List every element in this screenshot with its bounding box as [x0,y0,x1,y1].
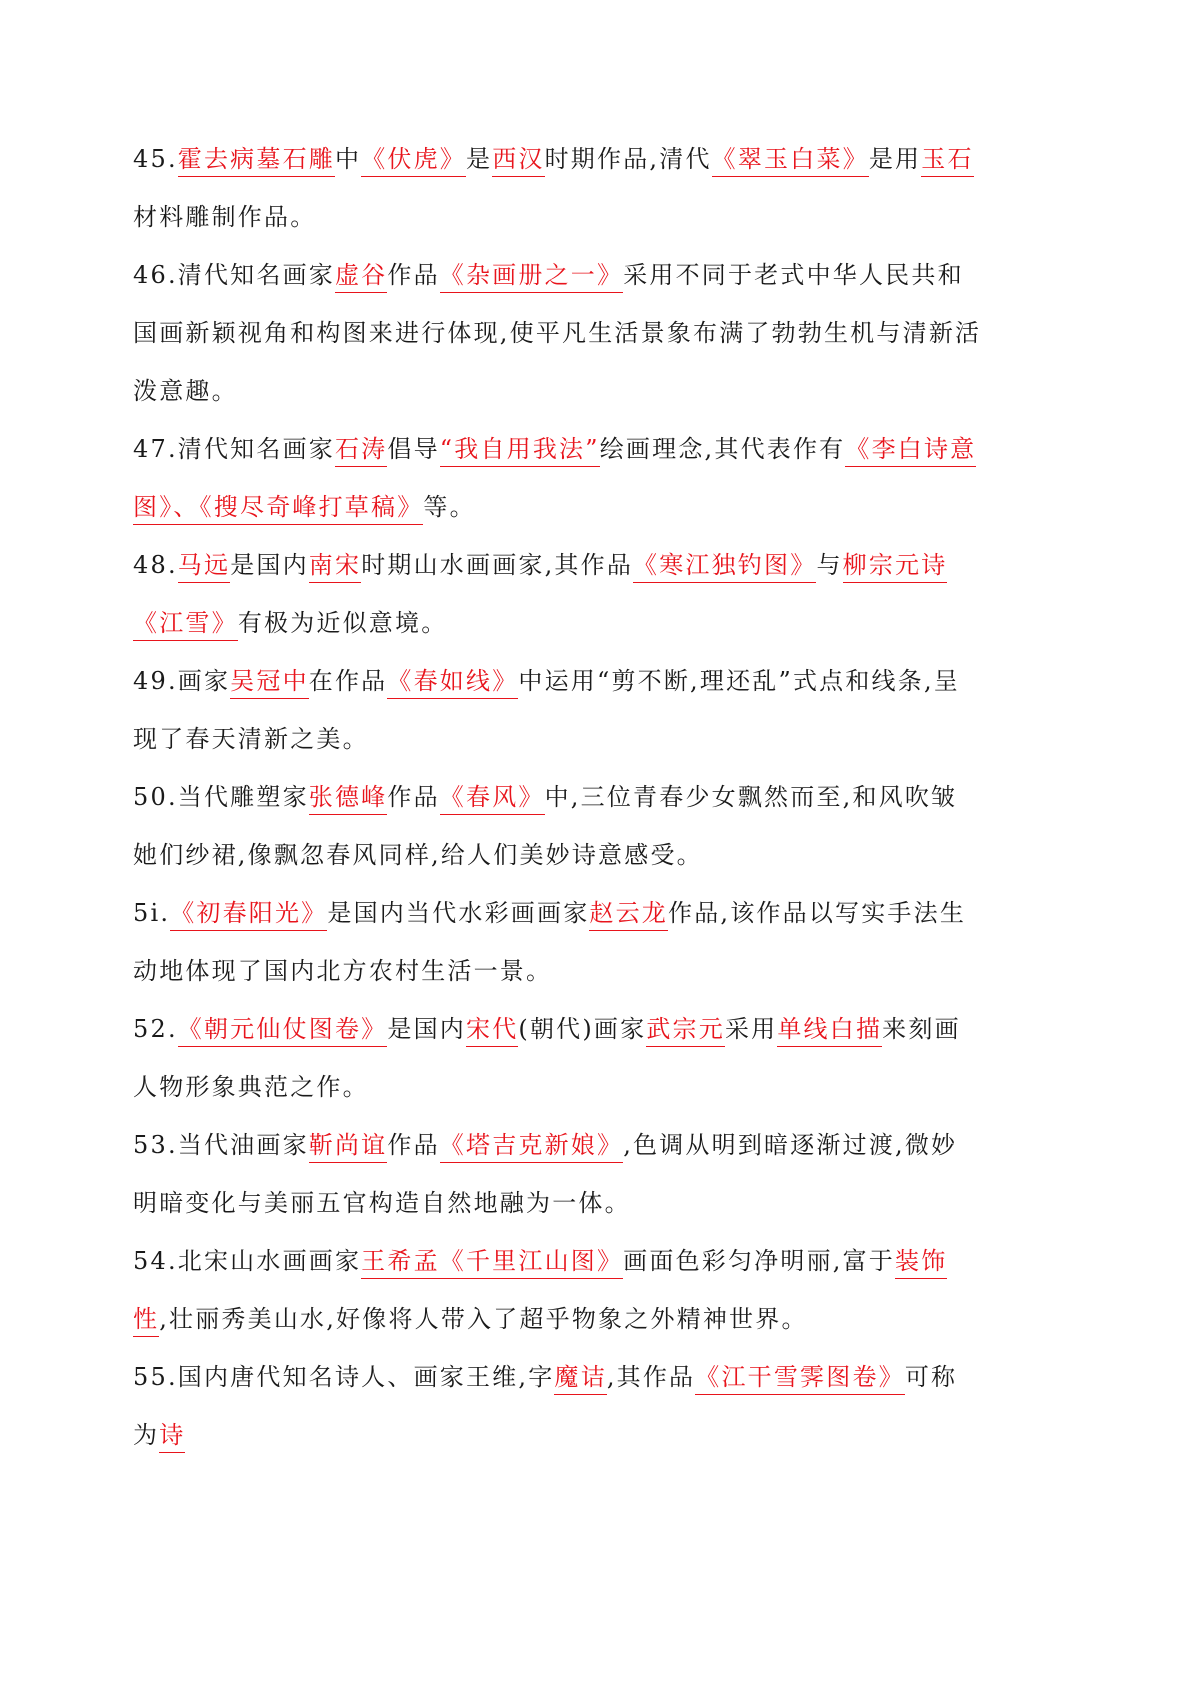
answer-fill: 虚谷 [335,261,387,293]
question-text: 中运用“剪不断,理还乱”式点和线条,呈现了春天清新之美。 [133,667,960,753]
question-text: 与 [816,551,843,579]
question-text: 采用 [724,1015,778,1043]
question-text: 是国内 [387,1015,466,1043]
answer-fill: 武宗元 [646,1015,725,1047]
question-text: 是国内 [230,551,309,579]
question-text: 时期山水画画家,其作品 [361,551,634,579]
question-item [133,130,983,246]
question-text: 来刻画人物形象典范之作。 [133,1015,961,1101]
question-text: (朝代)画家 [518,1015,647,1043]
answer-fill: 张德峰 [309,783,388,815]
document-body [133,130,983,1464]
question-item [133,536,983,652]
question-text: 可称为 [133,1363,958,1449]
answer-fill: 赵云龙 [589,899,668,931]
question-item [133,1000,983,1116]
question-text: 有极为近似意境。 [237,609,448,637]
question-text: 等。 [423,493,476,521]
question-text: 是用 [868,145,922,173]
question-text: 作品,该作品以写实手法生动地体现了国内北方农村生活一景。 [133,899,967,985]
answer-fill: 《伏虎》 [361,145,466,177]
answer-fill: “我自用我法” [440,435,600,467]
answer-fill: 王希孟《千里江山图》 [361,1247,623,1279]
question-item [133,1116,983,1232]
question-text: ,色调从明到暗逐渐过渡,微妙明暗变化与美丽五官构造自然地融为一体。 [133,1131,958,1217]
answer-fill: 《翠玉白菜》 [712,145,869,177]
question-text: 画面色彩匀净明丽,富于 [623,1247,895,1275]
question-text: 中,三位青春少女飘然而至,和风吹皱她们纱裙,像飘忽春风同样,给人们美妙诗意感受。 [133,783,958,869]
question-text: 46.清代知名画家 [133,261,335,289]
question-item [133,420,983,536]
question-text: 是国内当代水彩画画家 [327,899,590,927]
question-item [133,884,983,1000]
answer-fill: 南宋 [309,551,361,583]
answer-fill: 《朝元仙仗图卷》 [178,1015,388,1047]
question-text: 55.国内唐代知名诗人、画家王维,字 [133,1363,555,1391]
question-item [133,1232,983,1348]
answer-fill: 石涛 [335,435,387,467]
question-text: 54.北宋山水画画家 [133,1247,362,1275]
question-text: 5i. [133,899,171,927]
question-text: 45. [133,145,178,173]
question-text: ,壮丽秀美山水,好像将人带入了超乎物象之外精神世界。 [159,1305,808,1333]
answer-fill: 《杂画册之一》 [440,261,623,293]
answer-fill: 柳宗元诗《江雪》 [133,551,947,641]
answer-fill: 《塔吉克新娘》 [440,1131,623,1163]
answer-fill: 西汉 [492,145,544,177]
question-text: 作品 [387,783,440,811]
question-item [133,652,983,768]
question-text: 53.当代油画家 [133,1131,309,1159]
answer-fill: 单线白描 [777,1015,882,1047]
answer-fill: 马远 [178,551,230,583]
question-text: 绘画理念,其代表作有 [599,435,846,463]
question-text: 时期作品,清代 [544,145,712,173]
question-text: 52. [133,1015,178,1043]
answer-fill: 《春如线》 [387,667,518,699]
answer-fill: 《李白诗意图》、《搜尽奇峰打草稿》 [133,435,976,525]
question-item [133,768,983,884]
answer-fill: 诗 [159,1421,185,1453]
question-item [133,246,983,420]
answer-fill: 《寒江独钓图》 [633,551,816,583]
answer-fill: 《江干雪霁图卷》 [695,1363,905,1395]
answer-fill: 魔诘 [554,1363,606,1395]
question-text: 48. [133,551,178,579]
answer-fill: 装饰性 [133,1247,947,1337]
question-text: 50.当代雕塑家 [133,783,309,811]
question-item [133,1348,983,1464]
question-text: ,其作品 [606,1363,696,1391]
question-text: 49.画家 [133,667,231,695]
answer-fill: 霍去病墓石雕 [178,145,335,177]
question-text: 倡导 [387,435,440,463]
question-text: 材料雕制作品。 [133,203,317,231]
question-text: 是 [466,145,493,173]
answer-fill: 《初春阳光》 [170,899,327,931]
question-text: 47.清代知名画家 [133,435,335,463]
question-text: 作品 [387,1131,440,1159]
question-text: 作品 [387,261,440,289]
answer-fill: 《春风》 [440,783,545,815]
answer-fill: 吴冠中 [230,667,309,699]
answer-fill: 玉石 [921,145,973,177]
question-text: 中 [334,145,362,173]
answer-fill: 靳尚谊 [309,1131,388,1163]
question-text: 采用不同于老式中华人民共和国画新颖视角和构图来进行体现,使平凡生活景象布满了勃勃生机与清新活泼意趣。 [133,261,982,405]
question-text: 在作品 [308,667,388,695]
answer-fill: 宋代 [466,1015,518,1047]
